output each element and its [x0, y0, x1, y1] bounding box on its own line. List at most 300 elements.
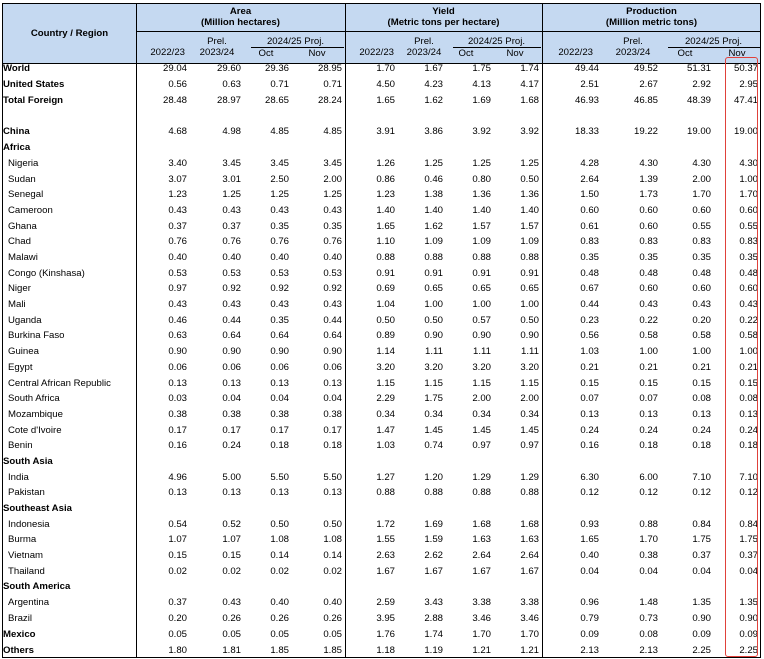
cell-value: 4.28: [580, 158, 599, 169]
table-header: [3, 4, 760, 64]
cell-value: 0.60: [639, 283, 658, 294]
cell-value: 0.74: [424, 440, 443, 451]
country-label: Malawi: [8, 252, 38, 263]
cell-value: 1.00: [520, 299, 539, 310]
cell-value: 5.50: [270, 472, 289, 483]
cell-value: 1.00: [739, 174, 758, 185]
cell-value: 0.13: [692, 409, 711, 420]
cell-value: 1.00: [692, 346, 711, 357]
cell-value: 0.90: [739, 613, 758, 624]
cell-value: 1.70: [376, 63, 395, 74]
cell-value: 46.85: [633, 95, 658, 106]
cell-value: 0.13: [739, 409, 758, 420]
cell-value: 0.43: [323, 205, 342, 216]
cell-value: 0.83: [692, 236, 711, 247]
cell-value: 0.12: [739, 487, 758, 498]
cell-value: 0.20: [168, 613, 187, 624]
cell-value: 4.85: [323, 126, 342, 137]
cell-value: 1.09: [472, 236, 491, 247]
cell-value: 0.26: [222, 613, 241, 624]
cell-value: 1.25: [270, 189, 289, 200]
cell-value: 0.48: [580, 268, 599, 279]
cell-value: 0.24: [580, 425, 599, 436]
cell-value: 0.09: [739, 629, 758, 640]
cell-value: 1.80: [168, 645, 187, 656]
cell-value: 0.53: [168, 268, 187, 279]
cell-value: 0.17: [222, 425, 241, 436]
cell-value: 19.00: [686, 126, 711, 137]
cell-value: 0.91: [472, 268, 491, 279]
cell-value: 0.50: [520, 315, 539, 326]
country-label: Niger: [8, 283, 31, 294]
country-label: Argentina: [8, 597, 50, 608]
cell-value: 0.90: [692, 613, 711, 624]
cell-value: 1.68: [520, 95, 539, 106]
cell-value: 0.15: [168, 550, 187, 561]
country-label: Ghana: [8, 221, 37, 232]
area-col-2023: 2023/24: [199, 47, 235, 58]
cell-value: 0.24: [639, 425, 658, 436]
cell-value: 0.69: [376, 283, 395, 294]
cell-value: 0.63: [222, 79, 241, 90]
table-row: [3, 595, 760, 610]
cell-value: 0.15: [222, 550, 241, 561]
cell-value: 1.45: [424, 425, 443, 436]
cell-value: 0.34: [472, 409, 491, 420]
cell-value: 0.40: [222, 252, 241, 263]
cell-value: 4.30: [692, 158, 711, 169]
country-label: Egypt: [8, 362, 33, 373]
cell-value: 1.00: [639, 346, 658, 357]
cell-value: 28.24: [317, 95, 342, 106]
cell-value: 0.50: [376, 315, 395, 326]
cell-value: 0.88: [472, 487, 491, 498]
cell-value: 0.13: [168, 487, 187, 498]
cell-value: 0.40: [270, 252, 289, 263]
cell-value: 0.24: [222, 440, 241, 451]
cell-value: 0.21: [580, 362, 599, 373]
prod-col-2022: 2022/23: [558, 47, 593, 58]
cell-value: 0.88: [424, 487, 443, 498]
cell-value: 1.45: [520, 425, 539, 436]
table-row: [3, 219, 760, 234]
cell-value: 0.02: [270, 566, 289, 577]
cell-value: 1.65: [580, 534, 599, 545]
cell-value: 1.23: [168, 189, 187, 200]
cell-value: 0.35: [739, 252, 758, 263]
cell-value: 0.79: [580, 613, 599, 624]
table-row: [3, 548, 760, 563]
cell-value: 2.63: [376, 550, 395, 561]
cell-value: 0.97: [472, 440, 491, 451]
cell-value: 1.10: [376, 236, 395, 247]
cell-value: 1.68: [472, 519, 491, 530]
table-row: [3, 77, 760, 92]
cell-value: 1.11: [473, 346, 491, 357]
cell-value: 18.33: [574, 126, 599, 137]
cell-value: 0.88: [472, 252, 491, 263]
table-row: [3, 297, 760, 312]
cell-value: 0.50: [520, 174, 539, 185]
cell-value: 1.81: [222, 645, 241, 656]
country-label: Others: [3, 645, 34, 656]
cell-value: 1.63: [472, 534, 491, 545]
cell-value: 0.08: [692, 393, 711, 404]
prod-proj-label: 2024/25 Proj.: [684, 36, 743, 47]
cell-value: 0.04: [222, 393, 241, 404]
prod-prel-label: Prel.: [623, 36, 643, 47]
cell-value: 0.60: [692, 205, 711, 216]
cell-value: 0.60: [639, 221, 658, 232]
cell-value: 4.98: [222, 126, 241, 137]
cell-value: 0.35: [580, 252, 599, 263]
cell-value: 0.13: [639, 409, 658, 420]
region-label: Southeast Asia: [3, 503, 72, 514]
cell-value: 0.86: [376, 174, 395, 185]
cell-value: 0.38: [222, 409, 241, 420]
yield-header: Yield (Metric tons per hectare): [387, 6, 500, 28]
cell-value: 0.55: [739, 221, 758, 232]
cell-value: 28.95: [317, 63, 342, 74]
cell-value: 1.25: [323, 189, 342, 200]
cell-value: 0.44: [222, 315, 241, 326]
cell-value: 0.90: [424, 330, 443, 341]
cell-value: 1.72: [376, 519, 395, 530]
cell-value: 5.00: [222, 472, 241, 483]
country-label: South Africa: [8, 393, 60, 404]
cell-value: 1.40: [376, 205, 395, 216]
cell-value: 1.15: [424, 378, 443, 389]
cell-value: 3.45: [323, 158, 342, 169]
country-label: Benin: [8, 440, 33, 451]
area-col-oct: Oct: [258, 48, 274, 59]
cell-value: 3.92: [472, 126, 491, 137]
cell-value: 0.21: [739, 362, 758, 373]
cell-value: 1.15: [520, 378, 539, 389]
region-row: [3, 579, 760, 594]
cell-value: 1.85: [323, 645, 342, 656]
cell-value: 3.86: [424, 126, 443, 137]
cell-value: 1.11: [425, 346, 443, 357]
cell-value: 0.23: [580, 315, 599, 326]
country-label: Chad: [8, 236, 31, 247]
cell-value: 0.37: [739, 550, 758, 561]
cell-value: 0.18: [639, 440, 658, 451]
cell-value: 1.25: [222, 189, 241, 200]
cell-value: 3.40: [168, 158, 187, 169]
cell-value: 0.43: [168, 299, 187, 310]
cell-value: 1.36: [472, 189, 491, 200]
cell-value: 1.70: [520, 629, 539, 640]
cell-value: 1.07: [168, 534, 187, 545]
cell-value: 0.43: [222, 597, 241, 608]
cell-value: 0.09: [692, 629, 711, 640]
cell-value: 3.91: [376, 126, 395, 137]
cell-value: 0.18: [270, 440, 289, 451]
cell-value: 0.88: [376, 487, 395, 498]
cell-value: 3.45: [222, 158, 241, 169]
country-label: Burma: [8, 534, 37, 545]
cell-value: 0.90: [472, 330, 491, 341]
table-row: [3, 234, 760, 249]
cell-value: 4.68: [168, 126, 187, 137]
cell-value: 3.46: [520, 613, 539, 624]
cell-value: 50.37: [733, 63, 758, 74]
cell-value: 1.47: [376, 425, 395, 436]
cell-value: 0.92: [323, 283, 342, 294]
cell-value: 19.22: [633, 126, 658, 137]
cell-value: 1.15: [472, 378, 491, 389]
cell-value: 0.37: [692, 550, 711, 561]
table-row: [3, 93, 760, 108]
cell-value: 3.92: [520, 126, 539, 137]
cell-value: 2.50: [270, 174, 289, 185]
cell-value: 0.61: [580, 221, 599, 232]
cell-value: 1.69: [424, 519, 443, 530]
country-label: Pakistan: [8, 487, 45, 498]
cell-value: 0.43: [692, 299, 711, 310]
cell-value: 0.48: [639, 268, 658, 279]
cell-value: 0.43: [168, 205, 187, 216]
country-label: Vietnam: [8, 550, 44, 561]
country-label: Uganda: [8, 315, 42, 326]
table-row: [3, 643, 760, 658]
cell-value: 2.25: [692, 645, 711, 656]
cell-value: 0.07: [580, 393, 599, 404]
cell-value: 0.22: [739, 315, 758, 326]
cell-value: 3.20: [520, 362, 539, 373]
cell-value: 2.64: [472, 550, 491, 561]
cell-value: 0.34: [424, 409, 443, 420]
cell-value: 0.65: [424, 283, 443, 294]
country-label: China: [3, 126, 30, 137]
cell-value: 0.54: [168, 519, 187, 530]
cell-value: 3.38: [520, 597, 539, 608]
area-col-nov: Nov: [308, 48, 326, 59]
cell-value: 0.64: [222, 330, 241, 341]
cell-value: 0.65: [520, 283, 539, 294]
table-row: [3, 172, 760, 187]
country-label: Indonesia: [8, 519, 50, 530]
table-row: [3, 407, 760, 422]
cell-value: 1.29: [520, 472, 539, 483]
cell-value: 3.01: [222, 174, 241, 185]
cell-value: 0.35: [692, 252, 711, 263]
cell-value: 2.59: [376, 597, 395, 608]
cell-value: 0.15: [739, 378, 758, 389]
cell-value: 1.74: [424, 629, 443, 640]
table-row: [3, 156, 760, 171]
cell-value: 0.15: [580, 378, 599, 389]
cell-value: 4.17: [520, 79, 539, 90]
area-col-2022: 2022/23: [150, 47, 185, 58]
cell-value: 0.53: [323, 268, 342, 279]
cell-value: 0.93: [580, 519, 599, 530]
cell-value: 0.91: [424, 268, 443, 279]
cell-value: 0.60: [692, 283, 711, 294]
cell-value: 0.06: [168, 362, 187, 373]
cell-value: 1.57: [472, 221, 491, 232]
cell-value: 2.88: [424, 613, 443, 624]
cell-value: 29.60: [216, 63, 241, 74]
cell-value: 0.40: [270, 597, 289, 608]
cell-value: 1.36: [520, 189, 539, 200]
prod-col-nov: Nov: [728, 48, 746, 59]
cell-value: 0.90: [323, 346, 342, 357]
cell-value: 0.12: [580, 487, 599, 498]
cell-value: 0.17: [270, 425, 289, 436]
cell-value: 0.37: [222, 221, 241, 232]
country-label: Mozambique: [8, 409, 63, 420]
cell-value: 0.22: [639, 315, 658, 326]
country-label: Senegal: [8, 189, 44, 200]
cell-value: 0.90: [270, 346, 289, 357]
yield-col-2022: 2022/23: [359, 47, 394, 58]
cell-value: 2.00: [472, 393, 491, 404]
cell-value: 0.55: [692, 221, 711, 232]
cell-value: 1.68: [520, 519, 539, 530]
table-row: [3, 470, 760, 485]
cell-value: 0.57: [472, 315, 491, 326]
cell-value: 0.88: [376, 252, 395, 263]
cell-value: 2.25: [739, 645, 758, 656]
area-prel-label: Prel.: [207, 36, 227, 47]
cell-value: 0.60: [580, 205, 599, 216]
cell-value: 0.26: [323, 613, 342, 624]
table-row: [3, 328, 760, 343]
region-label: South Asia: [3, 456, 53, 467]
country-label: Mexico: [3, 629, 36, 640]
cell-value: 0.88: [424, 252, 443, 263]
cell-value: 0.46: [168, 315, 187, 326]
table-row: [3, 438, 760, 453]
cell-value: 0.21: [639, 362, 658, 373]
cell-value: 0.67: [580, 283, 599, 294]
cell-value: 0.05: [323, 629, 342, 640]
cell-value: 1.40: [472, 205, 491, 216]
cell-value: 0.16: [580, 440, 599, 451]
cell-value: 0.02: [323, 566, 342, 577]
country-label: Brazil: [8, 613, 32, 624]
cell-value: 0.56: [580, 330, 599, 341]
cell-value: 1.75: [472, 63, 491, 74]
cell-value: 0.76: [222, 236, 241, 247]
cell-value: 0.14: [270, 550, 289, 561]
cell-value: 0.17: [323, 425, 342, 436]
table-row: [3, 391, 760, 406]
cell-value: 0.26: [270, 613, 289, 624]
cell-value: 0.18: [323, 440, 342, 451]
cell-value: 4.23: [424, 79, 443, 90]
cell-value: 2.67: [639, 79, 658, 90]
cell-value: 1.19: [424, 645, 443, 656]
cell-value: 1.40: [520, 205, 539, 216]
cell-value: 1.35: [692, 597, 711, 608]
cell-value: 0.04: [692, 566, 711, 577]
cell-value: 0.84: [692, 519, 711, 530]
cell-value: 0.63: [168, 330, 187, 341]
cell-value: 1.39: [639, 174, 658, 185]
cell-value: 0.38: [323, 409, 342, 420]
cell-value: 0.13: [168, 378, 187, 389]
cell-value: 29.36: [264, 63, 289, 74]
country-label: World: [3, 63, 31, 74]
cell-value: 1.65: [376, 221, 395, 232]
cell-value: 0.73: [639, 613, 658, 624]
cell-value: 49.44: [574, 63, 599, 74]
cell-value: 0.35: [270, 315, 289, 326]
cell-value: 1.18: [376, 645, 395, 656]
cell-value: 0.04: [639, 566, 658, 577]
cell-value: 1.62: [424, 95, 443, 106]
yield-proj-label: 2024/25 Proj.: [467, 36, 526, 47]
cell-value: 1.55: [376, 534, 395, 545]
cell-value: 0.38: [270, 409, 289, 420]
cell-value: 0.43: [639, 299, 658, 310]
cell-value: 0.37: [168, 597, 187, 608]
cell-value: 4.30: [739, 158, 758, 169]
cell-value: 0.12: [639, 487, 658, 498]
cell-value: 4.50: [376, 79, 395, 90]
cell-value: 0.60: [639, 205, 658, 216]
cell-value: 2.95: [739, 79, 758, 90]
cell-value: 3.46: [472, 613, 491, 624]
table-row: [3, 61, 760, 76]
cell-value: 1.09: [520, 236, 539, 247]
cell-value: 0.88: [520, 487, 539, 498]
cell-value: 1.26: [376, 158, 395, 169]
cell-value: 0.35: [639, 252, 658, 263]
cell-value: 1.70: [692, 189, 711, 200]
yield-col-nov: Nov: [506, 48, 524, 59]
cell-value: 49.52: [633, 63, 658, 74]
cell-value: 1.70: [472, 629, 491, 640]
cell-value: 47.41: [733, 95, 758, 106]
cell-value: 1.35: [739, 597, 758, 608]
table-row: [3, 313, 760, 328]
cell-value: 0.53: [270, 268, 289, 279]
cell-value: 1.67: [424, 566, 443, 577]
cell-value: 0.43: [222, 205, 241, 216]
table-row: [3, 423, 760, 438]
cell-value: 0.53: [222, 268, 241, 279]
cell-value: 0.12: [692, 487, 711, 498]
table-row: [3, 203, 760, 218]
cell-value: 7.10: [739, 472, 758, 483]
cell-value: 0.65: [472, 283, 491, 294]
table-row: [3, 611, 760, 626]
cell-value: 0.17: [168, 425, 187, 436]
cell-value: 0.88: [520, 252, 539, 263]
cell-value: 1.75: [692, 534, 711, 545]
prod-col-oct: Oct: [677, 48, 693, 59]
cell-value: 1.48: [639, 597, 658, 608]
cell-value: 0.38: [639, 550, 658, 561]
cell-value: 0.48: [739, 268, 758, 279]
cell-value: 0.06: [222, 362, 241, 373]
cell-value: 6.30: [580, 472, 599, 483]
cell-value: 0.09: [580, 629, 599, 640]
cell-value: 51.31: [686, 63, 711, 74]
cell-value: 1.50: [580, 189, 599, 200]
cell-value: 0.05: [222, 629, 241, 640]
table-row: [3, 564, 760, 579]
cell-value: 2.64: [520, 550, 539, 561]
cell-value: 0.20: [692, 315, 711, 326]
country-label: Guinea: [8, 346, 39, 357]
cell-value: 2.00: [692, 174, 711, 185]
cell-value: 0.43: [739, 299, 758, 310]
